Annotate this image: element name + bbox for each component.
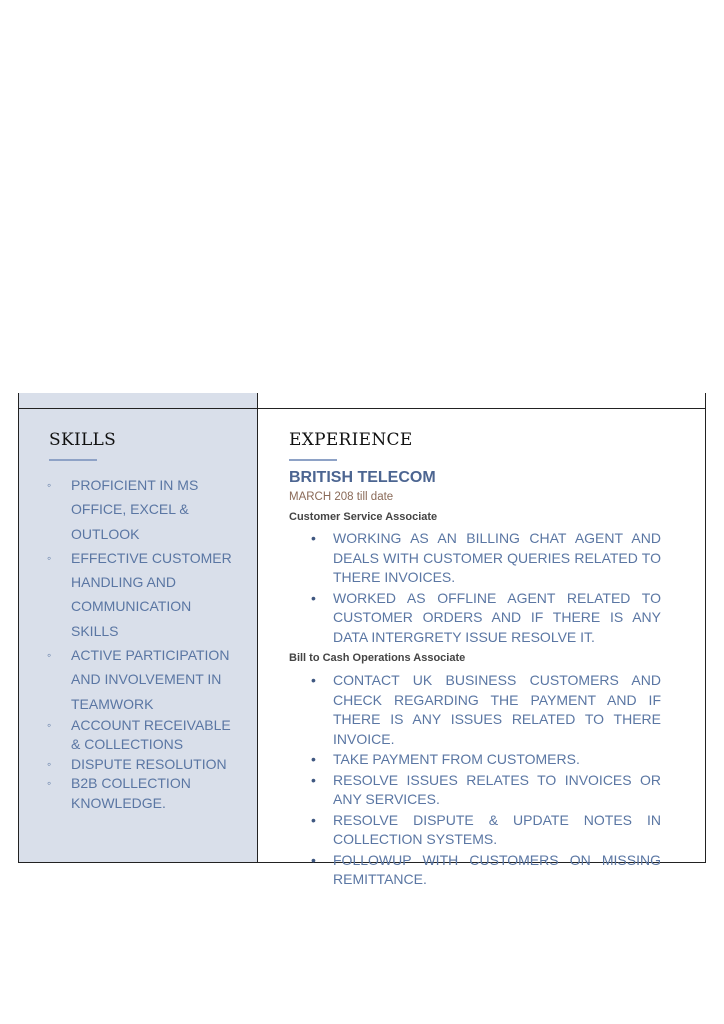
table-content bbox=[19, 393, 705, 888]
role-title: Bill to Cash Operations Associate bbox=[289, 652, 466, 664]
duty-item: • RESOLVE ISSUES RELATES TO INVOICES OR ANY SERVICES. bbox=[311, 771, 661, 810]
role-title: Customer Service Associate bbox=[289, 511, 438, 523]
employment-date: MARCH 208 till date bbox=[289, 491, 394, 503]
skill-item: ◦ PROFICIENT IN MS OFFICE, EXCEL & OUTLOOK bbox=[47, 473, 237, 546]
duty-item: • FOLLOWUP WITH CUSTOMERS ON MISSING REMITTANCE. bbox=[311, 851, 661, 890]
skill-item: ◦ EFFECTIVE CUSTOMER HANDLING AND COMMUNICATION SKILLS bbox=[47, 546, 237, 643]
skills-heading-rule bbox=[49, 459, 97, 461]
skills-column bbox=[19, 393, 258, 862]
skill-item: ◦ ACTIVE PARTICIPATION AND INVOLVEMENT IN TEAMWORK bbox=[47, 643, 237, 716]
experience-heading: EXPERIENCE bbox=[289, 430, 413, 450]
duty-item: • CONTACT UK BUSINESS CUSTOMERS AND CHECK REGARDING THE PAYMENT AND IF THERE IS ANY ISSUES RELATED TO THERE INVOICE. bbox=[311, 671, 661, 749]
skills-list bbox=[47, 473, 237, 813]
duty-list bbox=[311, 671, 661, 891]
experience-heading-rule bbox=[289, 459, 337, 461]
duty-item: • WORKED AS OFFLINE AGENT RELATED TO CUSTOMER ORDERS AND IF THERE IS ANY DATA INTERGRETY ISSUE RESOLVE IT. bbox=[311, 589, 661, 648]
duty-item: • TAKE PAYMENT FROM CUSTOMERS. bbox=[311, 750, 661, 770]
resume-table bbox=[18, 393, 706, 888]
skill-item: ◦ ACCOUNT RECEIVABLE & COLLECTIONS bbox=[47, 716, 237, 755]
duty-list bbox=[311, 529, 661, 648]
row-divider bbox=[19, 408, 705, 409]
skill-item: ◦ B2B COLLECTION KNOWLEDGE. bbox=[47, 774, 237, 813]
company-name: BRITISH TELECOM bbox=[289, 469, 436, 486]
duty-item: • RESOLVE DISPUTE & UPDATE NOTES IN COLLECTION SYSTEMS. bbox=[311, 811, 661, 850]
skills-heading: SKILLS bbox=[49, 430, 117, 450]
duty-item: • WORKING AS AN BILLING CHAT AGENT AND DEALS WITH CUSTOMER QUERIES RELATED TO THERE INVOICES. bbox=[311, 529, 661, 588]
skill-item: ◦ DISPUTE RESOLUTION bbox=[47, 755, 237, 775]
